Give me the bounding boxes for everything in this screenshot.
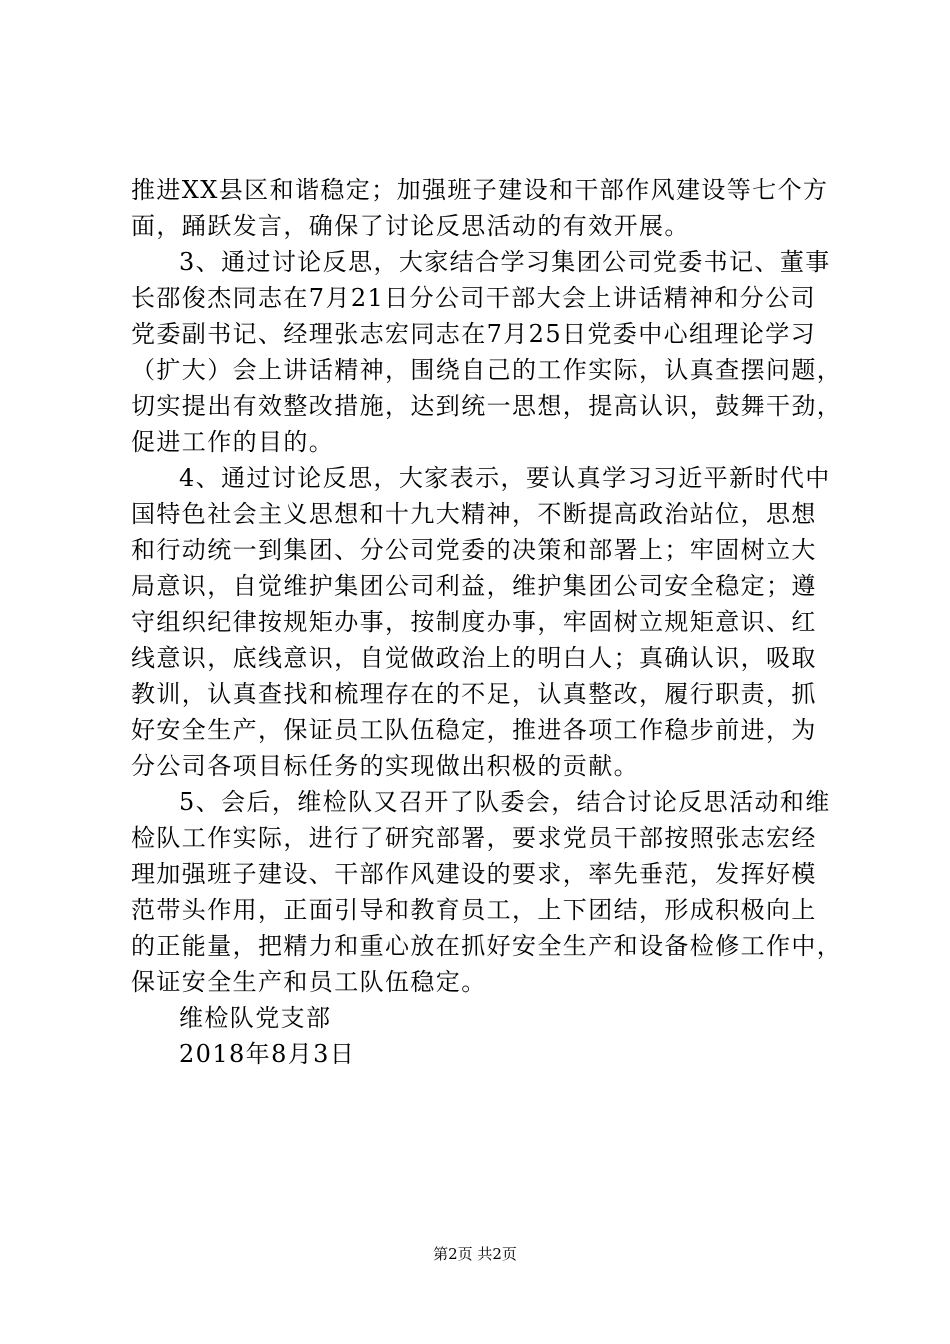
text-line: 检队工作实际，进行了研究部署，要求党员干部按照张志宏经 (131, 824, 817, 852)
text-line: 范带头作用，正面引导和教育员工，上下团结，形成积极向上 (131, 896, 817, 924)
text-line: 面，踊跃发言，确保了讨论反思活动的有效开展。 (131, 212, 690, 240)
text-line: （扩大）会上讲话精神，围绕自己的工作实际，认真查摆问题， (131, 356, 843, 384)
text-line: 线意识，底线意识，自觉做政治上的明白人；真确认识，吸取 (131, 644, 817, 672)
text-line: 国特色社会主义思想和十九大精神，不断提高政治站位，思想 (131, 500, 817, 528)
text-line: 5、会后，维检队又召开了队委会，结合讨论反思活动和维 (179, 788, 831, 816)
text-line: 好安全生产，保证员工队伍稳定，推进各项工作稳步前进，为 (131, 716, 817, 744)
text-line: 长邵俊杰同志在7月21日分公司干部大会上讲话精神和分公司 (131, 284, 817, 312)
text-line: 党委副书记、经理张志宏同志在7月25日党委中心组理论学习 (131, 320, 817, 348)
text-line: 的正能量，把精力和重心放在抓好安全生产和设备检修工作中， (131, 932, 843, 960)
text-line: 3、通过讨论反思，大家结合学习集团公司党委书记、董事 (179, 248, 831, 276)
text-line: 切实提出有效整改措施，达到统一思想，提高认识，鼓舞干劲， (131, 392, 843, 420)
document-body (131, 172, 843, 1072)
text-line: 4、通过讨论反思，大家表示，要认真学习习近平新时代中 (179, 464, 831, 492)
text-line: 推进XX县区和谐稳定；加强班子建设和干部作风建设等七个方 (131, 176, 829, 204)
text-line: 促进工作的目的。 (131, 428, 335, 456)
text-line: 分公司各项目标任务的实现做出积极的贡献。 (131, 752, 639, 780)
text-line: 维检队党支部 (179, 1004, 332, 1032)
text-line: 教训，认真查找和梳理存在的不足，认真整改，履行职责，抓 (131, 680, 817, 708)
text-line: 2018年8月3日 (179, 1040, 356, 1068)
text-line: 局意识，自觉维护集团公司利益，维护集团公司安全稳定；遵 (131, 572, 817, 600)
page-number-label: 第2页 共2页 (433, 1245, 517, 1263)
text-line: 保证安全生产和员工队伍稳定。 (131, 968, 487, 996)
text-line: 理加强班子建设、干部作风建设的要求，率先垂范，发挥好模 (131, 860, 817, 888)
text-line: 和行动统一到集团、分公司党委的决策和部署上；牢固树立大 (131, 536, 817, 564)
page-footer (0, 1244, 950, 1264)
text-line: 守组织纪律按规矩办事，按制度办事，牢固树立规矩意识、红 (131, 608, 817, 636)
